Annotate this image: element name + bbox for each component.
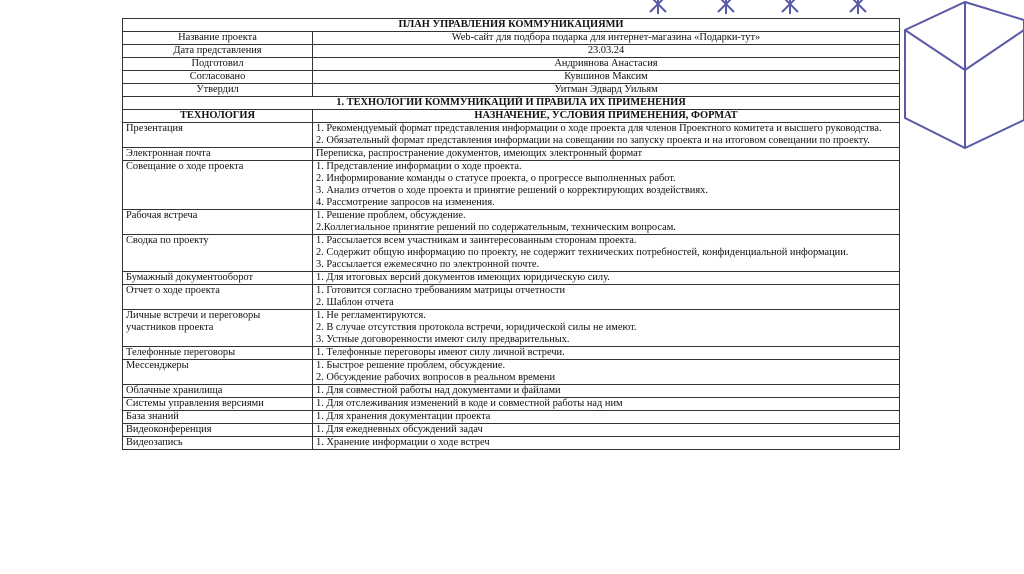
technology-cell: Телефонные переговоры — [123, 347, 313, 360]
technology-cell: Презентация — [123, 123, 313, 148]
purpose-line: 2.Коллегиальное принятие решений по содержательным, техническим вопросам. — [316, 222, 676, 233]
table-row — [123, 398, 900, 411]
technology-cell: Видеоконференция — [123, 424, 313, 437]
purpose-cell — [313, 437, 900, 450]
purpose-line: 2. Шаблон отчета — [316, 297, 394, 308]
info-label: Подготовил — [123, 58, 313, 71]
purpose-line: 1. Для ежедневных обсуждений задач — [316, 424, 483, 435]
purpose-cell — [313, 235, 900, 272]
technology-cell: Видеозапись — [123, 437, 313, 450]
communication-plan-document — [122, 18, 900, 450]
purpose-line: 2. В случае отсутствия протокола встречи, юридической силы не имеют. — [316, 322, 637, 333]
purpose-cell — [313, 347, 900, 360]
technology-cell: Электронная почта — [123, 148, 313, 161]
purpose-line: 1. Для отслеживания изменений в коде и совместной работы над ним — [316, 398, 623, 409]
technology-cell: Совещание о ходе проекта — [123, 161, 313, 210]
info-value: Уитман Эдвард Уильям — [313, 84, 900, 97]
table-row — [123, 424, 900, 437]
communication-plan-table — [122, 18, 900, 450]
purpose-cell — [313, 360, 900, 385]
table-row — [123, 161, 900, 210]
technology-cell: Личные встречи и переговоры участников проекта — [123, 310, 313, 347]
purpose-cell — [313, 148, 900, 161]
purpose-line: 1. Для совместной работы над документами и файлами — [316, 385, 561, 396]
purpose-cell — [313, 411, 900, 424]
info-value: Кувшинов Максим — [313, 71, 900, 84]
purpose-cell — [313, 272, 900, 285]
purpose-line: 1. Хранение информации о ходе встреч — [316, 437, 490, 448]
purpose-line: 3. Устные договоренности имеют силу предварительных. — [316, 334, 570, 345]
purpose-line: 2. Содержит общую информацию по проекту, не содержит технических потребностей, конфиденциальной информации. — [316, 247, 849, 258]
table-row — [123, 210, 900, 235]
info-value: Web-сайт для подбора подарка для интернет-магазина «Подарки-тут» — [313, 32, 900, 45]
technology-cell: Мессенджеры — [123, 360, 313, 385]
purpose-cell — [313, 310, 900, 347]
purpose-line: 1. Готовится согласно требованиям матрицы отчетности — [316, 285, 566, 296]
table-row — [123, 235, 900, 272]
purpose-line: 1. Представление информации о ходе проекта. — [316, 161, 522, 172]
purpose-cell — [313, 424, 900, 437]
purpose-cell — [313, 210, 900, 235]
technology-cell: Рабочая встреча — [123, 210, 313, 235]
purpose-cell — [313, 398, 900, 411]
technology-cell: Отчет о ходе проекта — [123, 285, 313, 310]
table-row — [123, 347, 900, 360]
purpose-cell — [313, 123, 900, 148]
purpose-line: 1. Быстрое решение проблем, обсуждение. — [316, 360, 506, 371]
info-value: Андриянова Анастасия — [313, 58, 900, 71]
info-label: Согласовано — [123, 71, 313, 84]
technology-cell: Сводка по проекту — [123, 235, 313, 272]
info-label: Название проекта — [123, 32, 313, 45]
column-header-purpose: НАЗНАЧЕНИЕ, УСЛОВИЯ ПРИМЕНЕНИЯ, ФОРМАТ — [313, 110, 900, 123]
purpose-line: 3. Анализ отчетов о ходе проекта и принятие решений о корректирующих воздействиях. — [316, 185, 708, 196]
table-row — [123, 285, 900, 310]
technology-cell: База знаний — [123, 411, 313, 424]
info-value: 23.03.24 — [313, 45, 900, 58]
table-row — [123, 272, 900, 285]
purpose-line: 1. Не регламентируются. — [316, 310, 426, 321]
table-row — [123, 411, 900, 424]
purpose-line: 1. Рекомендуемый формат представления информации о ходе проекта для членов Проектного комитета и высшего руководства. — [316, 123, 882, 134]
plan-title: ПЛАН УПРАВЛЕНИЯ КОММУНИКАЦИЯМИ — [123, 19, 900, 32]
purpose-cell — [313, 161, 900, 210]
purpose-line: 2. Обсуждение рабочих вопросов в реальном времени — [316, 372, 556, 383]
cube-icon — [905, 2, 1024, 148]
table-row — [123, 437, 900, 450]
purpose-line: 2. Информирование команды о статусе проекта, о прогрессе выполненных работ. — [316, 173, 676, 184]
purpose-line: 2. Обязательный формат представления информации на совещании по запуску проекта и на итоговом совещании по проекту. — [316, 135, 870, 146]
table-row — [123, 385, 900, 398]
star-icon-group — [650, 0, 866, 14]
purpose-line: 1. Решение проблем, обсуждение. — [316, 210, 466, 221]
technology-cell: Системы управления версиями — [123, 398, 313, 411]
purpose-line: 1. Для итоговых версий документов имеющих юридическую силу. — [316, 272, 610, 283]
column-header-technology: ТЕХНОЛОГИЯ — [123, 110, 313, 123]
purpose-line: 1. Рассылается всем участникам и заинтересованным сторонам проекта. — [316, 235, 637, 246]
table-row — [123, 360, 900, 385]
technology-cell: Бумажный документооборот — [123, 272, 313, 285]
purpose-line: 1. Для хранения документации проекта — [316, 411, 491, 422]
purpose-cell — [313, 285, 900, 310]
info-label: Утвердил — [123, 84, 313, 97]
info-label: Дата представления — [123, 45, 313, 58]
section-title: 1. ТЕХНОЛОГИИ КОММУНИКАЦИЙ И ПРАВИЛА ИХ ПРИМЕНЕНИЯ — [123, 97, 900, 110]
purpose-line: 3. Рассылается ежемесячно по электронной почте. — [316, 259, 540, 270]
table-row — [123, 148, 900, 161]
purpose-line: 4. Рассмотрение запросов на изменения. — [316, 197, 495, 208]
technology-cell: Облачные хранилища — [123, 385, 313, 398]
purpose-line: Переписка, распространение документов, имеющих электронный формат — [316, 148, 642, 159]
purpose-line: 1. Телефонные переговоры имеют силу личной встречи. — [316, 347, 565, 358]
purpose-cell — [313, 385, 900, 398]
table-row — [123, 123, 900, 148]
table-row — [123, 310, 900, 347]
